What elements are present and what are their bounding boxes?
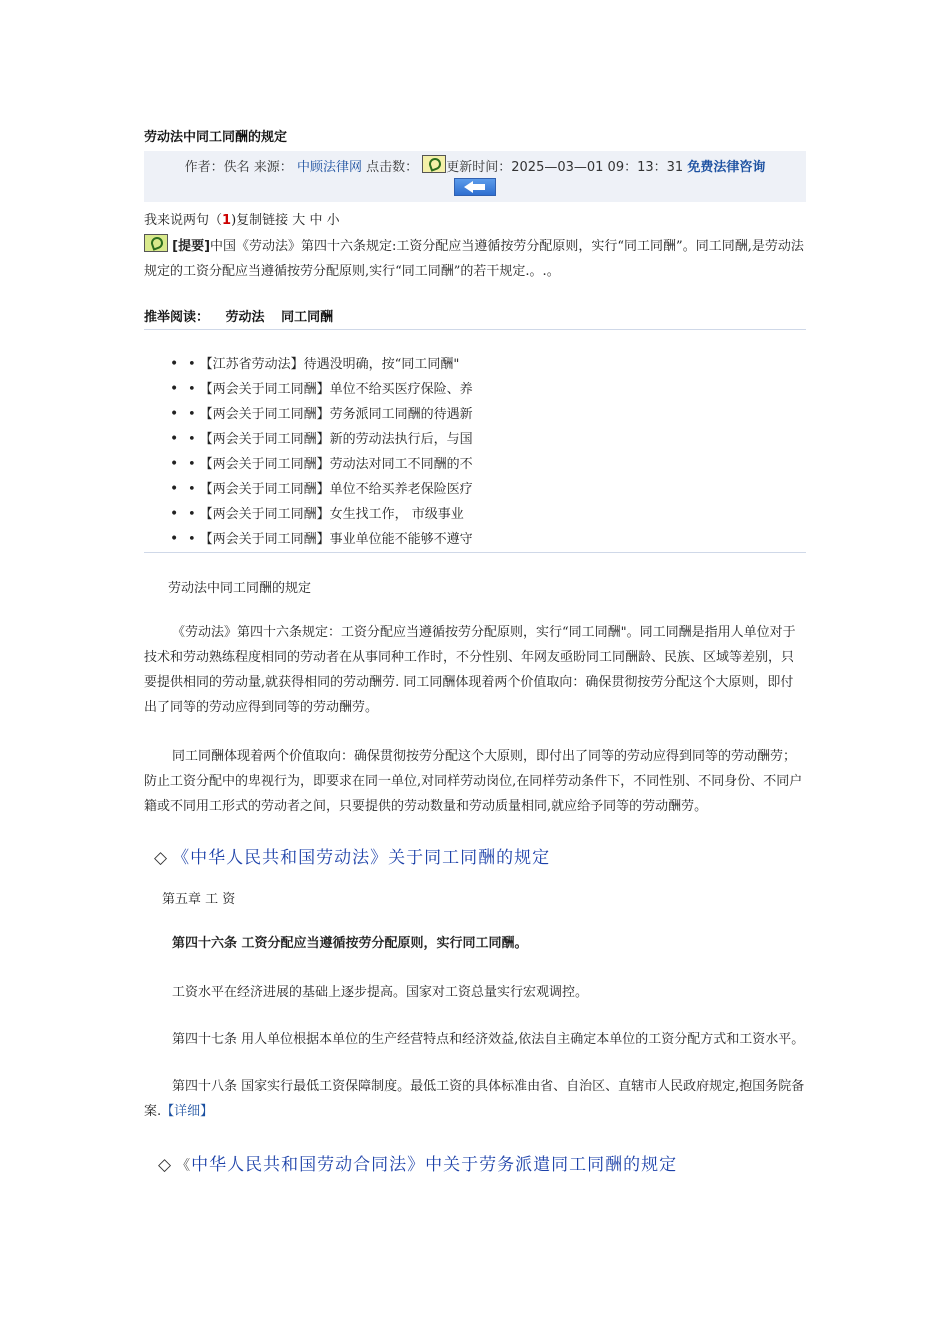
article-title: 劳动法中同工同酬的规定 <box>144 130 288 145</box>
copy-link-button[interactable]: )复制链接 <box>231 213 289 228</box>
body-paragraph-1: 《劳动法》第四十六条规定：工资分配应当遵循按劳分配原则，实行“同工同酬"。同工同酬是指用人单位对于技术和劳动熟练程度相同的劳动者在从事同种工作时，不分性别、年网友亟盼同工同酬龄、民族、区域等差别，只要提供相同的劳动量,就获得相同的劳动酬劳. 同工同酬体现着两个价值取向：确保贯彻按劳分配这个大原则，即付出了同等的劳动应得到同等的劳动酬劳。 <box>144 625 796 715</box>
update-time: 更新时间：2025—03—01 09：13：31 <box>446 160 684 175</box>
article-toolbar <box>144 212 806 230</box>
section-title-labor-law: ◇ 《中华人民共和国劳动法》关于同工同酬的规定 <box>154 848 551 868</box>
recommended-reading <box>144 306 806 330</box>
related-item[interactable]: • • 【江苏省劳动法】待遇没明确，按“同工同酬" <box>172 352 806 377</box>
comment-link[interactable]: 我来说两句（ <box>144 213 223 228</box>
related-item[interactable]: • • 【两会关于同工同酬】单位不给买医疗保险、养 <box>172 377 806 402</box>
article-46: 第四十六条 工资分配应当遵循按劳分配原则，实行同工同酬。 <box>172 936 528 951</box>
diamond-icon: ◇ <box>154 848 169 868</box>
comment-count[interactable]: 1 <box>222 213 232 228</box>
source-link[interactable]: 中顾法律网 <box>296 160 362 175</box>
article-meta <box>144 151 806 202</box>
free-consult-link[interactable]: 免费法律咨询 <box>687 160 766 175</box>
recommend-tag-labor-law[interactable]: 劳动法 <box>225 310 265 325</box>
article-48: 第四十八条 国家实行最低工资保障制度。最低工资的具体标准由省、自治区、直辖市人民政府规定,抱国务院备案.【详细】 <box>144 1079 805 1119</box>
related-item[interactable]: • • 【两会关于同工同酬】女生找工作， 市级事业 <box>172 502 806 527</box>
font-size-small[interactable]: 小 <box>326 213 340 228</box>
font-size-large[interactable]: 大 <box>292 213 306 228</box>
recommend-tag-equal-pay[interactable]: 同工同酬 <box>281 310 334 325</box>
clicks-label: 点击数： <box>366 160 419 175</box>
related-item[interactable]: • • 【两会关于同工同酬】劳务派同工同酬的待遇新 <box>172 402 806 427</box>
related-item[interactable]: • • 【两会关于同工同酬】事业单位能不能够不遵守 <box>172 527 806 552</box>
body-subtitle: 劳动法中同工同酬的规定 <box>168 581 312 596</box>
recommend-label: 推举阅读： <box>144 310 210 325</box>
counter-icon <box>422 155 446 173</box>
related-item[interactable]: • • 【两会关于同工同酬】劳动法对同工不同酬的不 <box>172 452 806 477</box>
related-item[interactable]: • • 【两会关于同工同酬】单位不给买养老保险医疗 <box>172 477 806 502</box>
detail-link[interactable]: 【详细】 <box>161 1104 214 1119</box>
section-title-contract-law: ◇ 《中华人民共和国劳动合同法》中关于劳务派遣同工同酬的规定 <box>158 1155 678 1175</box>
article-47: 第四十七条 用人单位根据本单位的生产经营特点和经济效益,依法自主确定本单位的工资分配方式和工资水平。 <box>172 1032 805 1047</box>
font-size-medium[interactable]: 中 <box>309 213 323 228</box>
author-source-label: 作者：佚名 来源： <box>184 160 293 175</box>
article <box>144 126 806 1175</box>
related-item[interactable]: • • 【两会关于同工同酬】新的劳动法执行后，与国 <box>172 427 806 452</box>
summary-text: 中国《劳动法》第四十六条规定:工资分配应当遵循按劳分配原则，实行“同工同酬”。同工同酬,是劳动法规定的工资分配应当遵循按劳分配原则,实行“同工同酬”的若干规定.。.。 <box>144 239 804 279</box>
body-paragraph-2: 同工同酬体现着两个价值取向：确保贯彻按劳分配这个大原则，即付出了同等的劳动应得到同等的劳动酬劳；防止工资分配中的卑视行为，即要求在同一单位,对同样劳动岗位,在同样劳动条件下，不同性别、不同身份、不同户籍或不同用工形式的劳动者之间，只要提供的劳动数量和劳动质量相同,就应给予同等的劳动酬劳。 <box>144 749 803 814</box>
related-list <box>144 352 806 553</box>
article-summary <box>144 234 806 284</box>
article-46-continued: 工资水平在经济进展的基础上逐步提高。国家对工资总量实行宏观调控。 <box>172 985 589 1000</box>
summary-icon <box>144 234 168 252</box>
back-arrow-icon[interactable] <box>454 178 496 196</box>
diamond-icon: ◇ <box>158 1155 173 1175</box>
summary-label: [提要] <box>172 239 211 254</box>
chapter-heading: 第五章 工 资 <box>162 892 236 907</box>
